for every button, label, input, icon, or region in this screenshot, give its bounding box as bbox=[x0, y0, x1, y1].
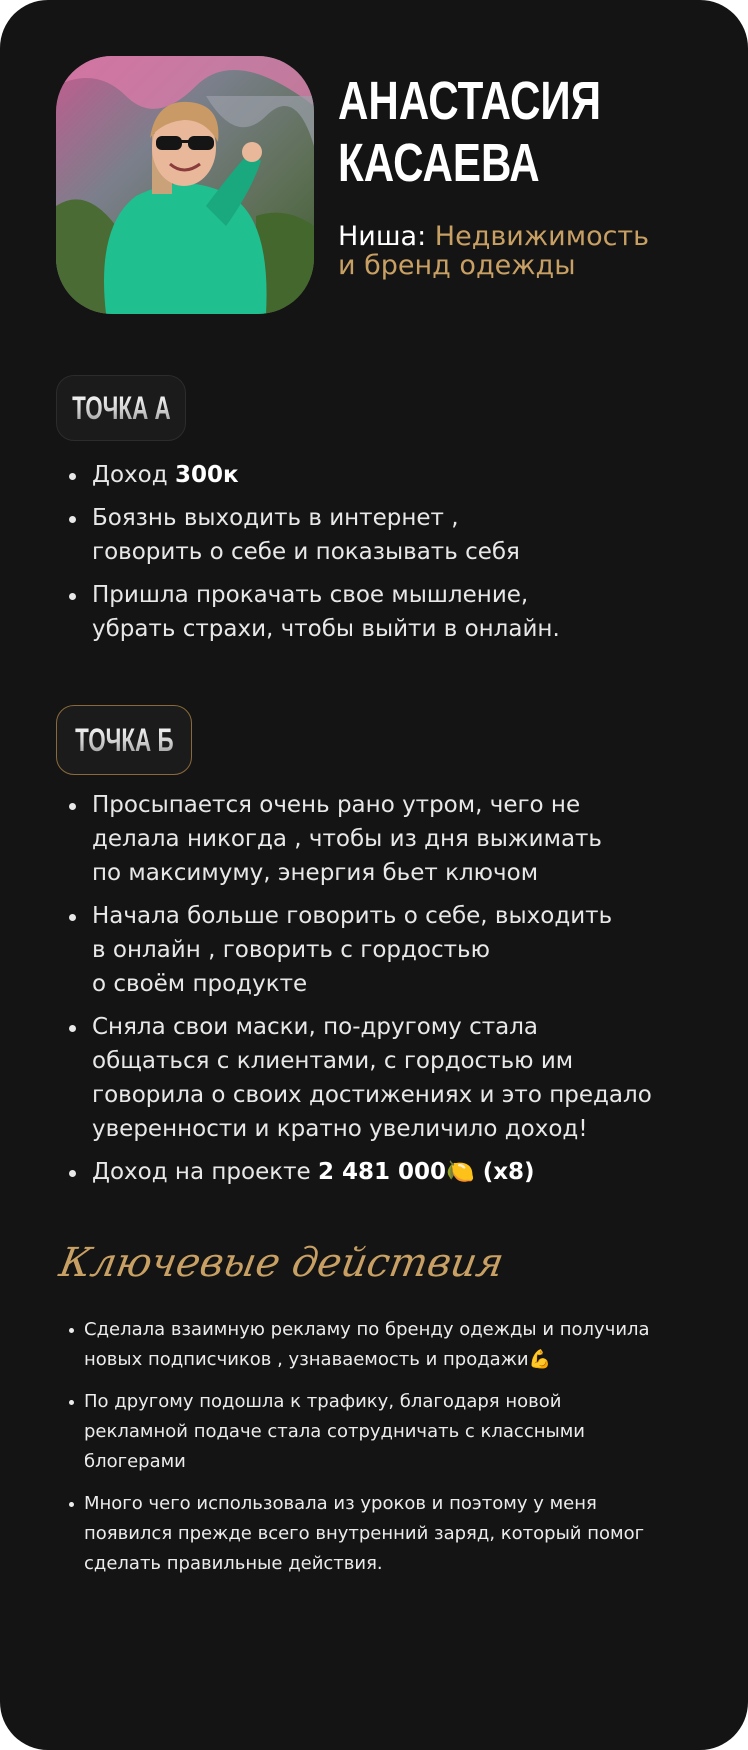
niche-value-line2: и бренд одежды bbox=[338, 250, 576, 281]
avatar-photo bbox=[56, 56, 314, 314]
list-item: По другому подошла к трафику, благодаря новой рекламной подаче стала сотрудничать с классными блогерами bbox=[84, 1387, 684, 1477]
list-item bbox=[92, 458, 732, 492]
key-actions-list bbox=[84, 1315, 684, 1591]
list-item: Просыпается очень рано утром, чего не делала никогда , чтобы из дня выжимать по максимуму, энергия бьет ключом bbox=[92, 788, 732, 890]
list-item: Пришла прокачать свое мышление, убрать страхи, чтобы выйти в онлайн. bbox=[92, 578, 732, 646]
point-a-title: ТОЧКА А bbox=[71, 389, 171, 426]
niche-value-line1: Недвижимость bbox=[434, 221, 650, 252]
list-item: Сделала взаимную рекламу по бренду одежды и получила новых подписчиков , узнаваемость и продажи💪 bbox=[84, 1315, 684, 1375]
client-name bbox=[338, 70, 634, 194]
key-actions-title: Ключевые действия bbox=[56, 1240, 508, 1286]
list-item bbox=[92, 1155, 732, 1189]
client-name-line1: АНАСТАСИЯ bbox=[338, 71, 601, 131]
lemon-icon: 🍋 bbox=[446, 1159, 475, 1185]
point-b-income-prefix: Доход на проекте bbox=[92, 1159, 318, 1185]
point-a-income-value: 300к bbox=[174, 462, 239, 488]
point-b-title: ТОЧКА Б bbox=[74, 721, 174, 758]
point-b-income-multiplier: (х8) bbox=[474, 1159, 535, 1185]
point-b-badge bbox=[56, 705, 192, 775]
point-a-income-prefix: Доход bbox=[92, 462, 175, 488]
list-item: Много чего использовала из уроков и поэтому у меня появился прежде всего внутренний заряд, который помог сделать правильные действия. bbox=[84, 1489, 684, 1579]
list-item: Начала больше говорить о себе, выходить в онлайн , говорить с гордостью о своём продукте bbox=[92, 899, 732, 1001]
client-name-line2: КАСАЕВА bbox=[338, 133, 540, 193]
avatar bbox=[56, 56, 314, 314]
niche-label: Ниша: bbox=[338, 221, 435, 252]
list-item: Боязнь выходить в интернет , говорить о себе и показывать себя bbox=[92, 501, 732, 569]
point-b-list bbox=[92, 788, 732, 1198]
list-item: Сняла свои маски, по-другому стала общаться с клиентами, с гордостью им говорила о своих достижениях и это предало уверенности и кратно увеличило доход! bbox=[92, 1010, 732, 1146]
point-b-income-value: 2 481 000 bbox=[318, 1159, 447, 1185]
point-a-list bbox=[92, 458, 732, 655]
niche bbox=[338, 222, 728, 280]
point-a-badge bbox=[56, 375, 186, 441]
